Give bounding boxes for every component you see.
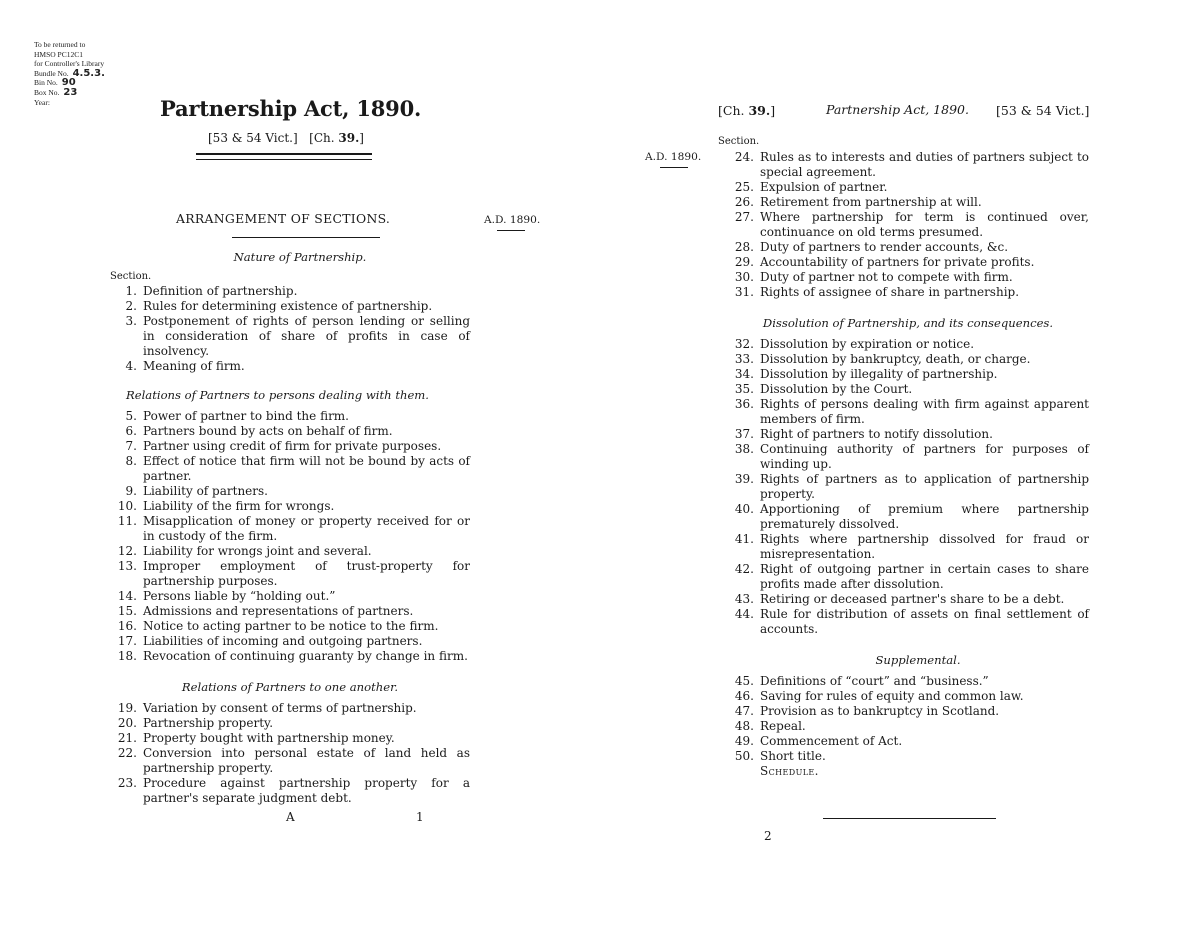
section-number: 41. bbox=[734, 532, 754, 546]
arrangement-heading: ARRANGEMENT OF SECTIONS. bbox=[176, 211, 391, 226]
section-title: Expulsion of partner. bbox=[760, 180, 888, 194]
section-entry bbox=[110, 746, 470, 776]
section-entry bbox=[110, 589, 470, 604]
section-entry bbox=[110, 634, 470, 649]
section-entry bbox=[110, 776, 470, 806]
section-title: Provision as to bankruptcy in Scotland. bbox=[760, 704, 1000, 718]
page-title: Partnership Act, 1890. bbox=[160, 96, 422, 121]
section-title: Rules for determining existence of partnership. bbox=[143, 299, 433, 313]
section-title: Misapplication of money or property received for or in custody of the firm. bbox=[143, 514, 470, 543]
stamp-year-row bbox=[34, 98, 144, 108]
section-number: 31. bbox=[734, 285, 754, 299]
section-entry bbox=[727, 180, 1089, 195]
section-title: Dissolution by bankruptcy, death, or charge. bbox=[760, 352, 1031, 366]
section-title: Property bought with partnership money. bbox=[143, 731, 395, 745]
section-entry bbox=[110, 701, 470, 716]
section-entry bbox=[110, 544, 470, 559]
section-number: 4. bbox=[125, 359, 137, 373]
section-label-right: Section. bbox=[718, 136, 760, 147]
section-number: 18. bbox=[117, 649, 137, 663]
section-entry bbox=[110, 454, 470, 484]
running-header-title: Partnership Act, 1890. bbox=[826, 102, 969, 117]
right-contents bbox=[727, 150, 1089, 779]
section-title: Commencement of Act. bbox=[760, 734, 903, 748]
section-entry bbox=[727, 427, 1089, 442]
section-title: Rights of partners as to application of partnership property. bbox=[760, 472, 1089, 501]
section-title: Liability of partners. bbox=[143, 484, 268, 498]
section-number: 39. bbox=[734, 472, 754, 486]
section-number: 49. bbox=[734, 734, 754, 748]
section-title: Postponement of rights of person lending or selling in consideration of share of profits in case of insolvency. bbox=[143, 314, 470, 358]
section-entry bbox=[727, 285, 1089, 300]
arrangement-rule bbox=[232, 237, 380, 238]
section-number: 3. bbox=[125, 314, 137, 328]
section-title: Retiring or deceased partner's share to be a debt. bbox=[760, 592, 1065, 606]
section-number: 23. bbox=[117, 776, 137, 790]
section-entry bbox=[727, 270, 1089, 285]
stamp-box-value: 23 bbox=[63, 86, 78, 98]
section-title: Repeal. bbox=[760, 719, 806, 733]
group-heading-supplemental: Supplemental. bbox=[875, 653, 961, 667]
section-entry bbox=[727, 240, 1089, 255]
section-number: 11. bbox=[117, 514, 137, 528]
section-number: 14. bbox=[117, 589, 137, 603]
ad-margin-note: A.D. 1890. bbox=[484, 214, 541, 226]
section-entry bbox=[110, 649, 470, 664]
section-number: 32. bbox=[734, 337, 754, 351]
section-number: 22. bbox=[117, 746, 137, 760]
section-title: Duty of partners to render accounts, &c. bbox=[760, 240, 1009, 254]
section-number: 45. bbox=[734, 674, 754, 688]
section-number: 19. bbox=[117, 701, 137, 715]
section-entry bbox=[727, 337, 1089, 352]
stamp-line: To be returned to bbox=[34, 40, 86, 49]
section-number: 47. bbox=[734, 704, 754, 718]
section-title: Rights of persons dealing with firm against apparent members of firm. bbox=[760, 397, 1089, 426]
section-number: 36. bbox=[734, 397, 754, 411]
section-number: 35. bbox=[734, 382, 754, 396]
section-number: 25. bbox=[734, 180, 754, 194]
section-entry bbox=[727, 674, 1089, 689]
section-entry bbox=[110, 514, 470, 544]
section-entry bbox=[110, 716, 470, 731]
section-title: Rule for distribution of assets on final settlement of accounts. bbox=[760, 607, 1089, 636]
section-number: 12. bbox=[117, 544, 137, 558]
stamp-bundle-label: Bundle No. bbox=[34, 68, 69, 78]
group-nature-list bbox=[110, 284, 470, 374]
section-title: Rules as to interests and duties of partners subject to special agreement. bbox=[760, 150, 1089, 179]
stamp-bin-value: 90 bbox=[61, 77, 76, 89]
title-rule-bottom bbox=[196, 159, 372, 160]
section-title: Continuing authority of partners for purposes of winding up. bbox=[760, 442, 1089, 471]
section-entry bbox=[110, 409, 470, 424]
section-title: Liabilities of incoming and outgoing partners. bbox=[143, 634, 423, 648]
section-title: Variation by consent of terms of partnership. bbox=[143, 701, 417, 715]
section-title: Retirement from partnership at will. bbox=[760, 195, 982, 209]
section-title: Apportioning of premium where partnership prematurely dissolved. bbox=[760, 502, 1089, 531]
right-supplemental-list bbox=[727, 674, 1089, 764]
section-number: 29. bbox=[734, 255, 754, 269]
section-title: Dissolution by illegality of partnership. bbox=[760, 367, 998, 381]
section-number: 16. bbox=[117, 619, 137, 633]
section-number: 24. bbox=[734, 150, 754, 164]
section-number: 7. bbox=[125, 439, 137, 453]
section-title: Duty of partner not to compete with firm. bbox=[760, 270, 1013, 284]
header-ch-number: 39. bbox=[748, 103, 771, 118]
section-entry bbox=[727, 704, 1089, 719]
archive-stamp bbox=[34, 40, 144, 107]
stamp-year-label: Year: bbox=[34, 97, 50, 107]
section-number: 33. bbox=[734, 352, 754, 366]
section-title: Notice to acting partner to be notice to the firm. bbox=[143, 619, 439, 633]
group-heading-relations-one-another: Relations of Partners to one another. bbox=[181, 680, 399, 694]
group-heading-nature: Nature of Partnership. bbox=[233, 250, 367, 264]
section-number: 17. bbox=[117, 634, 137, 648]
section-number: 44. bbox=[734, 607, 754, 621]
section-number: 9. bbox=[125, 484, 137, 498]
section-title: Effect of notice that firm will not be bound by acts of partner. bbox=[143, 454, 470, 483]
citation-ch-number: 39. bbox=[338, 131, 360, 145]
section-entry bbox=[110, 499, 470, 514]
citation-ch: [Ch. bbox=[309, 131, 339, 145]
header-ch-close: ] bbox=[770, 103, 776, 118]
section-title: Meaning of firm. bbox=[143, 359, 245, 373]
section-number: 5. bbox=[125, 409, 137, 423]
section-entry bbox=[727, 442, 1089, 472]
section-entry bbox=[727, 592, 1089, 607]
section-entry bbox=[727, 195, 1089, 210]
section-title: Short title. bbox=[760, 749, 826, 763]
section-title: Liability for wrongs joint and several. bbox=[143, 544, 372, 558]
section-number: 28. bbox=[734, 240, 754, 254]
stamp-bundle-value: 4.5.3. bbox=[72, 67, 105, 79]
section-title: Persons liable by “holding out.” bbox=[143, 589, 336, 603]
section-entry bbox=[110, 604, 470, 619]
section-number: 10. bbox=[117, 499, 137, 513]
section-number: 2. bbox=[125, 299, 137, 313]
section-entry bbox=[727, 607, 1089, 637]
citation-ch-close: ] bbox=[359, 131, 364, 145]
section-number: 15. bbox=[117, 604, 137, 618]
section-number: 50. bbox=[734, 749, 754, 763]
section-number: 34. bbox=[734, 367, 754, 381]
page-number-right: 2 bbox=[764, 829, 772, 843]
section-entry bbox=[110, 284, 470, 299]
section-entry bbox=[110, 439, 470, 454]
section-title: Conversion into personal estate of land held as partnership property. bbox=[143, 746, 470, 775]
section-title: Definitions of “court” and “business.” bbox=[760, 674, 989, 688]
ad-margin-note-right: A.D. 1890. bbox=[645, 151, 702, 163]
page-number-left: 1 bbox=[416, 810, 424, 824]
signature-mark: A bbox=[286, 810, 295, 824]
section-number: 8. bbox=[125, 454, 137, 468]
left-contents bbox=[110, 250, 470, 806]
group-relations-one-another-list bbox=[110, 701, 470, 806]
group-heading-dissolution: Dissolution of Partnership, and its consequences. bbox=[762, 316, 1054, 330]
section-number: 38. bbox=[734, 442, 754, 456]
section-entry bbox=[110, 299, 470, 314]
section-entry bbox=[727, 352, 1089, 367]
section-entry bbox=[110, 314, 470, 359]
stamp-box-row bbox=[34, 88, 144, 98]
section-entry bbox=[727, 719, 1089, 734]
section-title: Accountability of partners for private profits. bbox=[760, 255, 1035, 269]
section-number: 21. bbox=[117, 731, 137, 745]
section-number: 26. bbox=[734, 195, 754, 209]
section-number: 13. bbox=[117, 559, 137, 573]
section-number: 30. bbox=[734, 270, 754, 284]
stamp-bundle-row bbox=[34, 69, 144, 79]
section-title: Right of partners to notify dissolution. bbox=[760, 427, 993, 441]
section-entry bbox=[110, 619, 470, 634]
section-number: 20. bbox=[117, 716, 137, 730]
section-number: 1. bbox=[125, 284, 137, 298]
section-number: 42. bbox=[734, 562, 754, 576]
section-number: 48. bbox=[734, 719, 754, 733]
section-entry bbox=[110, 731, 470, 746]
section-entry bbox=[727, 689, 1089, 704]
group-heading-relations-third: Relations of Partners to persons dealing with them. bbox=[126, 388, 429, 402]
section-title: Partner using credit of firm for private purposes. bbox=[143, 439, 442, 453]
section-title: Where partnership for term is continued over, continuance on old terms presumed. bbox=[760, 210, 1089, 239]
section-entry bbox=[110, 424, 470, 439]
section-entry bbox=[727, 532, 1089, 562]
section-title: Dissolution by expiration or notice. bbox=[760, 337, 975, 351]
running-header-ch bbox=[718, 103, 775, 118]
section-title: Liability of the firm for wrongs. bbox=[143, 499, 335, 513]
section-entry bbox=[727, 734, 1089, 749]
section-number: 46. bbox=[734, 689, 754, 703]
section-number: 40. bbox=[734, 502, 754, 516]
citation-line bbox=[208, 131, 364, 145]
group-relations-third-list bbox=[110, 409, 470, 664]
end-rule bbox=[823, 818, 996, 819]
ad-underline-right bbox=[660, 167, 688, 168]
section-entry bbox=[110, 359, 470, 374]
section-title: Definition of partnership. bbox=[143, 284, 298, 298]
citation-vict: [53 & 54 Vict.] bbox=[208, 131, 298, 145]
section-entry bbox=[727, 210, 1089, 240]
section-title: Saving for rules of equity and common law. bbox=[760, 689, 1024, 703]
section-title: Revocation of continuing guaranty by change in firm. bbox=[143, 649, 468, 663]
section-entry bbox=[727, 749, 1089, 764]
section-title: Right of outgoing partner in certain cases to share profits made after dissolution. bbox=[760, 562, 1089, 591]
section-title: Power of partner to bind the firm. bbox=[143, 409, 349, 423]
section-entry bbox=[727, 562, 1089, 592]
section-title: Procedure against partnership property for a partner's separate judgment debt. bbox=[143, 776, 470, 805]
stamp-line: for Controller's Library bbox=[34, 59, 105, 69]
section-title: Improper employment of trust-property for partnership purposes. bbox=[143, 559, 470, 588]
stamp-box-label: Box No. bbox=[34, 87, 60, 97]
section-entry bbox=[110, 484, 470, 499]
section-entry bbox=[727, 382, 1089, 397]
section-title: Dissolution by the Court. bbox=[760, 382, 913, 396]
section-entry bbox=[110, 559, 470, 589]
right-dissolution-list bbox=[727, 337, 1089, 637]
right-top-list bbox=[727, 150, 1089, 300]
section-entry bbox=[727, 472, 1089, 502]
section-entry bbox=[727, 255, 1089, 270]
stamp-line: HMSO PC12C1 bbox=[34, 49, 83, 59]
title-rule-top bbox=[196, 153, 372, 155]
section-entry bbox=[727, 367, 1089, 382]
section-title: Partners bound by acts on behalf of firm. bbox=[143, 424, 393, 438]
section-entry bbox=[727, 150, 1089, 180]
stamp-bin-row bbox=[34, 78, 144, 88]
section-number: 43. bbox=[734, 592, 754, 606]
section-title: Partnership property. bbox=[143, 716, 274, 730]
header-ch: [Ch. bbox=[718, 103, 749, 118]
section-number: 6. bbox=[125, 424, 137, 438]
section-entry bbox=[727, 397, 1089, 427]
ad-underline bbox=[497, 230, 525, 231]
section-number: 37. bbox=[734, 427, 754, 441]
section-number: 27. bbox=[734, 210, 754, 224]
section-entry bbox=[727, 502, 1089, 532]
section-title: Admissions and representations of partners. bbox=[143, 604, 414, 618]
running-header-vict: [53 & 54 Vict.] bbox=[996, 103, 1090, 118]
section-title: Rights of assignee of share in partnership. bbox=[760, 285, 1020, 299]
stamp-bin-label: Bin No. bbox=[34, 78, 58, 88]
section-label: Section. bbox=[110, 271, 152, 282]
schedule-label: Schedule. bbox=[760, 764, 819, 778]
section-title: Rights where partnership dissolved for fraud or misrepresentation. bbox=[760, 532, 1089, 561]
